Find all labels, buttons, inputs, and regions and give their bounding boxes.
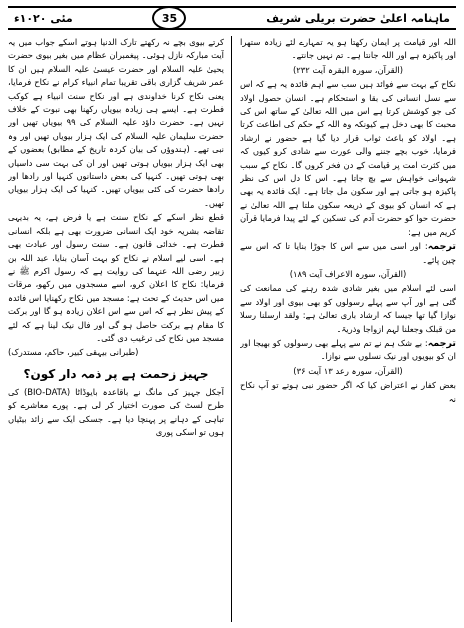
section-heading: جہیز زحمت ہے پر ذمہ دار کون؟ <box>23 366 209 381</box>
issue-date: مئی ۱۰۲۰ء <box>14 11 73 25</box>
quran-reference: (القرآن، سورہ رعد ۱۳ آیت ۳۶) <box>293 365 403 376</box>
translation-text: : بے شک ہم نے تم سے پہلے بھی رسولوں کو بھیجا اور ان کو بیویوں اور نیک نسلوں سے نوازا۔ <box>240 337 456 362</box>
article-columns <box>8 36 456 622</box>
paragraph: بعض کفار نے اعتراض کیا کہ اگر حضور نبی ہوتے تو آپ نکاح نہ <box>240 380 456 404</box>
left-column <box>8 36 224 622</box>
paragraph: اللہ اور قیامت پر ایمان رکھتا ہو یہ تمہارے لئے زیادہ ستھرا اور پاکیزہ ہے اور اللہ جانتا ہے۔ تم نہیں جانتے۔ <box>240 37 456 61</box>
paragraph: قطع نظر اسکے کے نکاح سنت ہے یا فرض ہے، یہ بدیہی تقاضہ بشریہ خود ایک انسانی ضرورت بھی ہے بلکہ انسانی فطرت ہے۔ خدائی قانون ہے۔ سنت رسول اور عبادت بھی ہے۔ اسی لیے اسلام نے نکاح کو بہت آسان بنایا، عبد اللہ بن زبیر رضی اللہ عنہما کی روایت ہے کہ رسول اکرم ﷺ نے فرمایا: نکاح کا اعلان کرو، اسے مسجدوں میں رکھو، مرقات میں اس حدیث کے تحت ہے: مسجد میں نکاح رکھنایا اس فائدہ کے پیش نظر ہے کہ اس سے اس اعلان زیادہ ہو گا اور برکت کا مقام ہے برکت حاصل ہو گی اور فال نیک لینا ہے کہ لئے مسجد میں نکاح کی ترغیب دی گئی۔ <box>8 212 224 343</box>
paragraph: آجکل جہیز کی مانگ نے باقاعدہ بایوڈاٹا (BIO-DATA) کی طرح لسٹ کی صورت اختیار کر لی ہے۔ پورے معاشرے کو تباہی کے دہانے پر پہنچا دیا ہے۔ جسکی ایک سے زائد بیٹیاں ہوں تو اسکی پوری <box>8 386 224 437</box>
page-number: 35 <box>152 6 186 30</box>
column-divider <box>231 36 232 622</box>
magazine-title: ماہنامہ اعلیٰ حضرت بریلی شریف <box>266 11 450 25</box>
translation-label: ترجمہ <box>427 241 456 253</box>
translation-text: : اور اسی میں سے اس کا جوڑا بنایا تا کہ اس سے چین پائے۔ <box>240 241 456 265</box>
translation-label: ترجمہ <box>427 337 456 349</box>
paragraph: کرتے بیوی بچے نہ رکھتے تارک الدنیا ہوتے اسکے جواب میں یہ آیت مبارکہ نازل ہوئی۔ پیغمبران عظام میں بغیر بیوی حضرت یحییٰ علیہ السلام اور حضرت عیسیٰ علیہ السلام ہیں ان کا عمر شریف گزاری باقی تقریبا تمام انبیاء کرام نے نکاح فرمایا، یعنی نکاح کرنا خداوندی ہے اور نکاح سنت انبیاء ہے کوکب فطرت ہے۔ ایسے ہی زیادہ بیویاں رکھنا بھی نبوت کے خلاف نہیں ہے۔ حضرت داؤد علیہ السلام کی ۹۹ بیویاں تھیں اور حضرت سلیمان علیہ السلام کی ایک ہزار بیویاں تھیں اور وہ نبی تھے۔ (ہندوؤں کی بیان کردہ تاریخ کے مطابق) بعضوں کے بھی ایک ہزار بیویاں ہوتی تھیں اور ان کی بہت سی داسیاں بھی ہوتی تھیں۔ کنہیا کی بعض داستانوں کنہیا اور رادھا اور رادھا حضرت کی کئی بیویاں تھیں۔ کنہیا کی ایک ہزار بیویاں تھیں۔ <box>8 37 224 208</box>
hadith-reference: (طبرانی بیہقی کبیر، حاکم، مستدرک) <box>8 347 139 358</box>
quran-reference: (القرآن، سورہ البقرہ آیت ۲۳۲) <box>293 64 403 75</box>
paragraph <box>240 240 456 267</box>
quran-reference: (القرآن، سورہ الاعراف آیت ۱۸۹) <box>289 268 407 279</box>
paragraph: نکاح کے بہت سے فوائد ہیں سب سے اہم فائدہ یہ ہے کہ اس سے نسل انسانی کی بقا و استحکام ہے۔ انسان حصول اولاد کی جو کوشش کرتا ہے اس میں اللہ تعالیٰ کے ساتھ اس کی محبت کا بھی دخل ہے کیونکہ وہ اللہ کے حکم کی اطاعت کرتا ہے۔ اولاد کو باعث ثواب قرار دیا گیا ہے حضور نے ارشاد فرمایا، خوب بچے جننے والی عورت سے شادی کرو کیوں کہ میں کثرت امت پر قیامت کے دن فخر کروں گا۔ نکاح کے سبب شہوانی خواہش سے بچ جاتا ہے۔ اس کا دل اس کی نظر پاکیزہ ہو جاتی ہے اور سکون مل جاتا ہے۔ ایک فائدہ یہ بھی ہے کہ انسان کو بیوی کے ذریعہ سکون ملتا ہے اللہ تعالیٰ نے حضرت حوا کو حضرت آدم کی تسکین کے لئے پیدا فرمایا قرآن کریم میں ہے: <box>240 79 456 237</box>
paragraph <box>240 337 456 364</box>
page-header <box>8 6 456 30</box>
paragraph: اسی لئے اسلام میں بغیر شادی شدہ رہنے کی ممانعت کی گئی ہے اور آپ سے پہلے رسولوں کو بھی بیوی اور اولاد سے نوازا گیا تھا جیسا کہ ارشاد باری تعالیٰ ہے: ولقد ارسلنا رسلا من قبلک وجعلنا لہم ازواجا وذریۃ۔ <box>240 283 456 334</box>
right-column <box>240 36 456 622</box>
